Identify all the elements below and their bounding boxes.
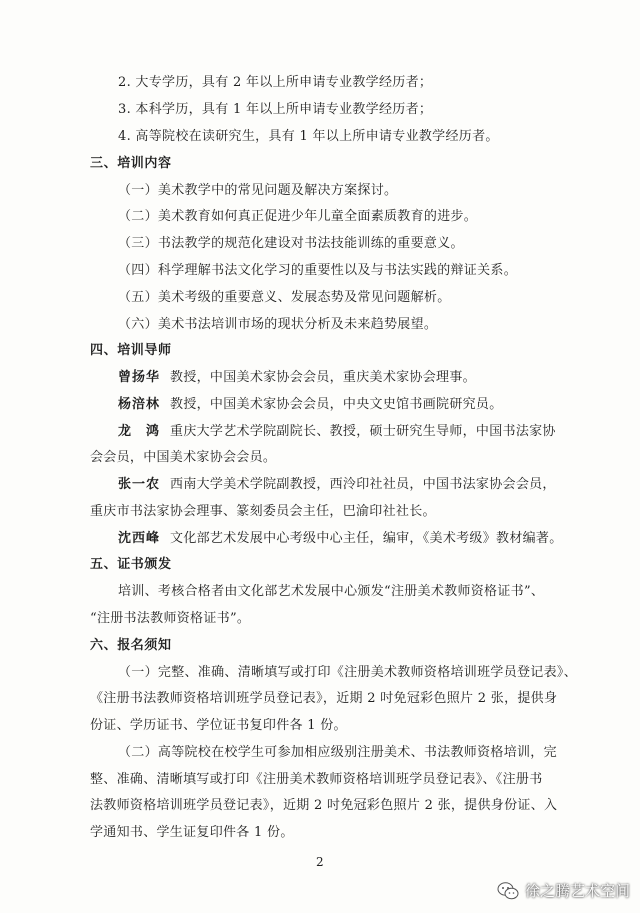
- paragraph-line: 《注册书法教师资格培训班学员登记表》，近期 2 吋免冠彩色照片 2 张，提供身: [90, 691, 558, 706]
- mentor-name: 张一农: [118, 477, 161, 492]
- section-heading-mentors: 四、培训导师: [90, 343, 172, 358]
- mentor-entry: [118, 422, 556, 442]
- mentor-entry: [118, 368, 476, 388]
- section-heading-certificates: 五、证书颁发: [90, 557, 172, 572]
- section-heading-registration: 六、报名须知: [90, 638, 172, 653]
- mentor-description: 西南大学美术学院副教授，西泠印社社员，中国书法家协会会员，: [170, 477, 556, 492]
- content-item: （五）美术考级的重要意义、发展态势及常见问题解析。: [118, 290, 451, 305]
- mentor-description-continued: 重庆市书法家协会理事、篆刻委员会主任，巴渝印社社长。: [90, 504, 436, 519]
- paragraph-line: （一）完整、准确、清晰填写或打印《注册美术教师资格培训班学员登记表》、: [118, 665, 578, 680]
- mentor-name: 曾扬华: [118, 370, 161, 385]
- mentor-name: 杨涪林: [118, 397, 161, 412]
- content-item: （一）美术教学中的常见问题及解决方案探讨。: [118, 183, 398, 198]
- mentor-entry: [118, 475, 556, 495]
- mentor-description: 重庆大学艺术学院副院长、教授，硕士研究生导师，中国书法家协: [170, 424, 556, 439]
- paragraph-line: “注册书法教师资格证书”。: [90, 611, 251, 626]
- content-item: （六）美术书法培训市场的现状分析及未来趋势展望。: [118, 317, 438, 332]
- page-number: 2: [316, 855, 324, 869]
- mentor-name: 龙 鸿: [118, 424, 161, 439]
- paragraph-line: （二）高等院校在校学生可参加相应级别注册美术、书法教师资格培训，完: [118, 745, 557, 760]
- wechat-icon: [497, 881, 519, 901]
- paragraph-line: 培训、考核合格者由文化部艺术发展中心颁发“注册美术教师资格证书”、: [118, 584, 545, 599]
- mentor-description: 教授，中国美术家协会会员，中央文史馆书画院研究员。: [170, 397, 503, 412]
- mentor-description-continued: 会会员，中国美术家协会会员。: [90, 450, 277, 465]
- watermark: [497, 880, 630, 901]
- section-heading-training-content: 三、培训内容: [90, 156, 172, 171]
- requirement-line: 2. 大专学历，具有 2 年以上所申请专业教学经历者；: [118, 75, 433, 90]
- content-item: （三）书法教学的规范化建设对书法技能训练的重要意义。: [118, 236, 464, 251]
- paragraph-line: 学通知书、学生证复印件各 1 份。: [90, 825, 294, 840]
- paragraph-line: 法教师资格培训班学员登记表》，近期 2 吋免冠彩色照片 2 张，提供身份证、入: [90, 798, 558, 813]
- requirement-line: 3. 本科学历，具有 1 年以上所申请专业教学经历者；: [118, 102, 433, 117]
- paragraph-line: 份证、学历证书、学位证书复印件各 1 份。: [90, 718, 347, 733]
- mentor-description: 教授，中国美术家协会会员，重庆美术家协会理事。: [170, 370, 476, 385]
- mentor-entry: [118, 395, 503, 415]
- mentor-name: 沈西峰: [118, 531, 161, 546]
- mentor-entry: [118, 529, 563, 549]
- mentor-description: 文化部艺术发展中心考级中心主任，编审，《美术考级》教材编著。: [170, 531, 563, 546]
- content-item: （四）科学理解书法文化学习的重要性以及与书法实践的辩证关系。: [118, 263, 518, 278]
- requirement-line: 4. 高等院校在读研究生，具有 1 年以上所申请专业教学经历者。: [118, 129, 499, 144]
- content-item: （二）美术教育如何真正促进少年儿童全面素质教育的进步。: [118, 209, 478, 224]
- watermark-text: 徐之腾艺术空间: [524, 882, 630, 900]
- paragraph-line: 整、准确、清晰填写或打印《注册美术教师资格培训班学员登记表》、《注册书: [90, 772, 543, 787]
